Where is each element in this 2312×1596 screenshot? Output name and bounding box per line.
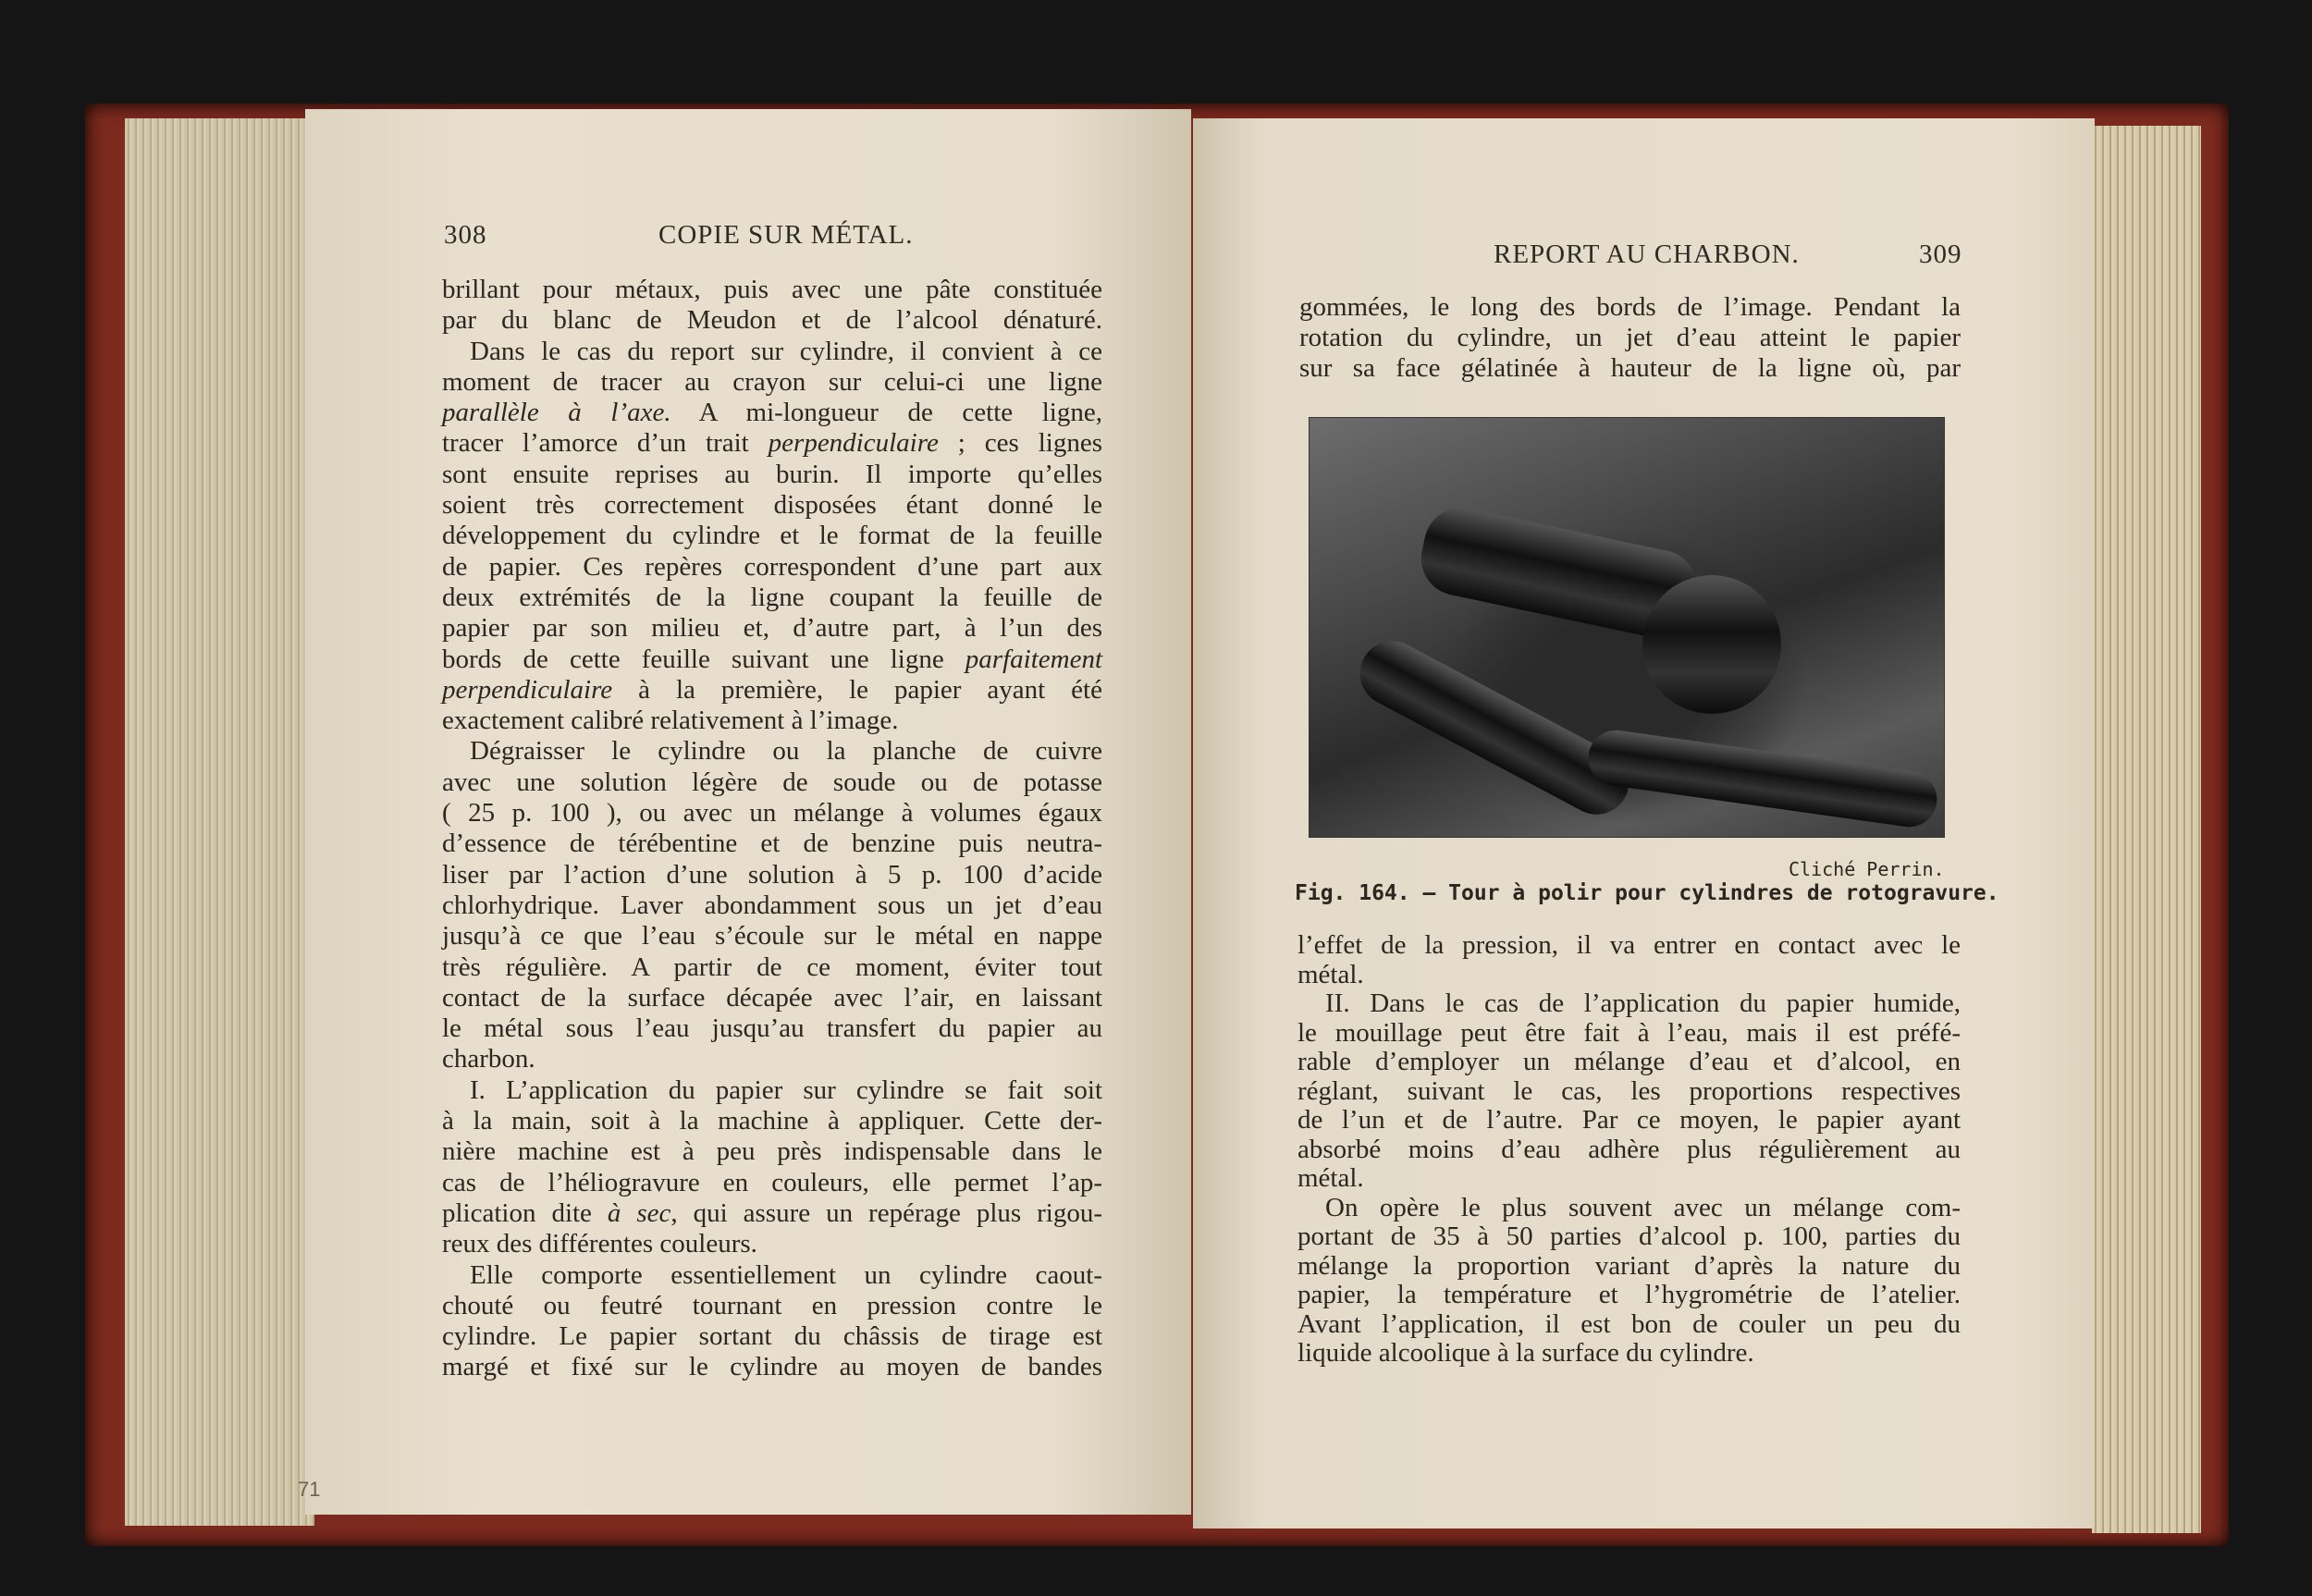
text-segment: brillant pour métaux, puis avec une pâte constituée (442, 275, 1102, 304)
text-line (1299, 323, 1961, 353)
text-segment: réglant, suivant le cas, les proportions respectives (1297, 1075, 1961, 1106)
text-segment: moment de tracer au crayon sur celui-ci une ligne (442, 366, 1102, 397)
right-body-text-top (1299, 292, 1961, 384)
text-segment: chouté ou feutré tournant en pression contre le (442, 1290, 1102, 1320)
page-edges-left (125, 118, 314, 1526)
text-line (442, 1198, 1102, 1229)
text-segment: rotation du cylindre, un jet d’eau atteint le papier (1299, 323, 1961, 352)
page-number-left: 308 (444, 220, 487, 250)
text-line (1297, 1164, 1961, 1194)
text-segment: Elle comporte essentiellement un cylindre caout- (470, 1259, 1102, 1290)
text-line (442, 767, 1102, 798)
text-line (442, 1229, 1102, 1259)
italic-text: parfaitement (965, 644, 1102, 674)
text-line (442, 428, 1102, 459)
text-segment: avec une solution légère de soude ou de potasse (442, 767, 1102, 797)
text-segment: sont ensuite reprises au burin. Il importe qu’elles (442, 459, 1102, 489)
running-head-right: REPORT AU CHARBON. (1494, 239, 1800, 269)
figure-credit: Cliché Perrin. (1789, 858, 1945, 880)
text-segment: par du blanc de Meudon et de l’alcool dénaturé. (442, 305, 1102, 336)
text-segment: développement du cylindre et le format de la feuille (442, 521, 1102, 551)
text-line (442, 1260, 1102, 1291)
text-line (442, 952, 1102, 983)
text-segment: Dans le cas du report sur cylindre, il convient à ce (470, 336, 1102, 366)
text-line (1297, 1194, 1961, 1223)
text-line (442, 736, 1102, 767)
text-segment: nière machine est à peu près indispensable dans le (442, 1136, 1102, 1167)
text-line (1297, 1252, 1961, 1282)
left-body-text (442, 275, 1102, 1383)
text-line (442, 460, 1102, 490)
text-line (442, 1013, 1102, 1044)
right-body-text-bottom (1297, 931, 1961, 1369)
text-segment: bords de cette feuille suivant une ligne (442, 644, 965, 674)
text-segment: le mouillage peut être fait à l’eau, mais il est préfé- (1297, 1017, 1961, 1048)
text-line (442, 798, 1102, 829)
text-segment: Avant l’application, il est bon de couler un peu du (1297, 1308, 1961, 1339)
text-segment: gommées, le long des bords de l’image. Pendant la (1299, 292, 1961, 322)
page-edges-right (2092, 126, 2201, 1533)
text-line (1297, 1281, 1961, 1310)
text-line (1297, 1136, 1961, 1165)
text-line (442, 613, 1102, 644)
text-segment: rable d’employer un mélange d’eau et d’alcool, en (1297, 1047, 1961, 1076)
text-segment: sur sa face gélatinée à hauteur de la ligne où, par (1299, 353, 1961, 383)
text-line (442, 1291, 1102, 1321)
text-segment: A mi-longueur de cette ligne, (670, 398, 1102, 428)
text-line (442, 921, 1102, 951)
text-segment: papier, la température et l’hygrométrie de l’atelier. (1297, 1280, 1961, 1309)
italic-text: perpendiculaire (768, 428, 939, 459)
text-segment: On opère le plus souvent avec un mélange com- (1325, 1192, 1961, 1222)
text-line (442, 1168, 1102, 1198)
text-line (442, 1321, 1102, 1352)
text-segment: chlorhydrique. Laver abondamment sous un jet d’eau (442, 890, 1102, 920)
text-segment: absorbé moins d’eau adhère plus régulièrement au (1297, 1134, 1961, 1164)
text-line (442, 1352, 1102, 1382)
text-line (442, 1075, 1102, 1106)
text-segment: ( 25 p. 100 ), ou avec un mélange à volumes égaux (442, 798, 1102, 829)
text-line (1297, 931, 1961, 961)
text-segment: papier par son milieu et, d’autre part, à l’un des (442, 613, 1102, 644)
text-line (1297, 961, 1961, 990)
text-segment: contact de la surface décapée avec l’air, en laissant (442, 982, 1102, 1013)
text-line (1297, 1310, 1961, 1340)
text-segment: le métal sous l’eau jusqu’au transfert du papier au (442, 1013, 1102, 1044)
text-line (442, 645, 1102, 675)
text-segment: deux extrémités de la ligne coupant la feuille de (442, 582, 1102, 612)
text-line (442, 1106, 1102, 1136)
text-line (442, 367, 1102, 398)
text-segment: tracer l’amorce d’un trait (442, 428, 769, 459)
text-line (442, 983, 1102, 1013)
text-line (442, 275, 1102, 305)
text-segment: jusqu’à ce que l’eau s’écoule sur le métal en nappe (442, 921, 1102, 951)
text-segment: liser par l’action d’une solution à 5 p. 100 d’acide (442, 859, 1102, 890)
text-segment: mélange la proportion variant d’après la nature du (1297, 1250, 1961, 1281)
text-line (442, 1136, 1102, 1167)
text-line (442, 337, 1102, 367)
page-number-right: 309 (1919, 239, 1962, 269)
text-line (1297, 1339, 1961, 1369)
text-line (1297, 1106, 1961, 1136)
text-segment: de l’un et de l’autre. Par ce moyen, le papier ayant (1297, 1105, 1961, 1135)
text-segment: reux des différentes couleurs. (442, 1229, 757, 1259)
text-segment: à la main, soit à la machine à appliquer. Cette der- (442, 1106, 1102, 1136)
text-line (442, 890, 1102, 921)
text-segment: de papier. Ces repères correspondent d’une part aux (442, 551, 1102, 582)
text-segment: cas de l’héliogravure en couleurs, elle permet l’ap- (442, 1167, 1102, 1197)
text-line (442, 583, 1102, 613)
text-line (442, 552, 1102, 583)
text-segment: métal. (1297, 1163, 1364, 1193)
text-line (442, 521, 1102, 551)
text-segment: ; ces lignes (938, 428, 1102, 459)
text-line (1299, 353, 1961, 384)
text-segment: très régulière. A partir de ce moment, éviter tout (442, 951, 1102, 982)
text-line (442, 1044, 1102, 1074)
text-line (442, 490, 1102, 521)
text-segment: cylindre. Le papier sortant du châssis de tirage est (442, 1321, 1102, 1352)
running-head-left: COPIE SUR MÉTAL. (658, 220, 914, 250)
text-line (442, 675, 1102, 706)
text-line (442, 860, 1102, 890)
text-segment: charbon. (442, 1044, 535, 1074)
photo-bed (1585, 727, 1941, 830)
text-line (1299, 292, 1961, 323)
text-line (1297, 1077, 1961, 1107)
italic-text: parallèle à l’axe. (442, 398, 671, 428)
text-segment: exactement calibré relativement à l’image. (442, 706, 899, 736)
text-line (442, 305, 1102, 336)
photo-shaft (1348, 630, 1640, 826)
text-segment: I. L’application du papier sur cylindre se fait soit (470, 1074, 1102, 1105)
text-segment: l’effet de la pression, il va entrer en contact avec le (1297, 930, 1961, 960)
text-line (442, 829, 1102, 859)
text-line (442, 706, 1102, 736)
text-line (1297, 989, 1961, 1019)
text-segment: métal. (1297, 959, 1364, 989)
figure-photo-polishing-lathe (1309, 417, 1945, 838)
pencil-mark: 71 (298, 1478, 321, 1501)
text-segment: Dégraisser le cylindre ou la planche de cuivre (470, 736, 1102, 767)
text-segment: portant de 35 à 50 parties d’alcool p. 100, parties du (1297, 1222, 1961, 1251)
text-segment: margé et fixé sur le cylindre au moyen de bandes (442, 1352, 1102, 1382)
text-segment: liquide alcoolique à la surface du cylindre. (1297, 1338, 1754, 1368)
text-segment: II. Dans le cas de l’application du papier humide, (1325, 988, 1961, 1018)
italic-text: perpendiculaire (442, 674, 613, 705)
text-segment: soient très correctement disposées étant donné le (442, 490, 1102, 521)
italic-text: à sec (607, 1197, 671, 1228)
text-line (1297, 1222, 1961, 1252)
text-segment: plication dite (442, 1197, 608, 1228)
text-segment: , qui assure un repérage plus rigou- (670, 1197, 1103, 1228)
text-line (442, 398, 1102, 428)
figure-caption: Fig. 164. — Tour à polir pour cylindres de rotogravure. (1295, 881, 1999, 905)
text-segment: d’essence de térébentine et de benzine puis neutra- (442, 829, 1102, 859)
text-line (1297, 1048, 1961, 1077)
text-line (1297, 1019, 1961, 1049)
text-segment: à la première, le papier ayant été (612, 674, 1102, 705)
photo-wheel (1642, 575, 1781, 714)
